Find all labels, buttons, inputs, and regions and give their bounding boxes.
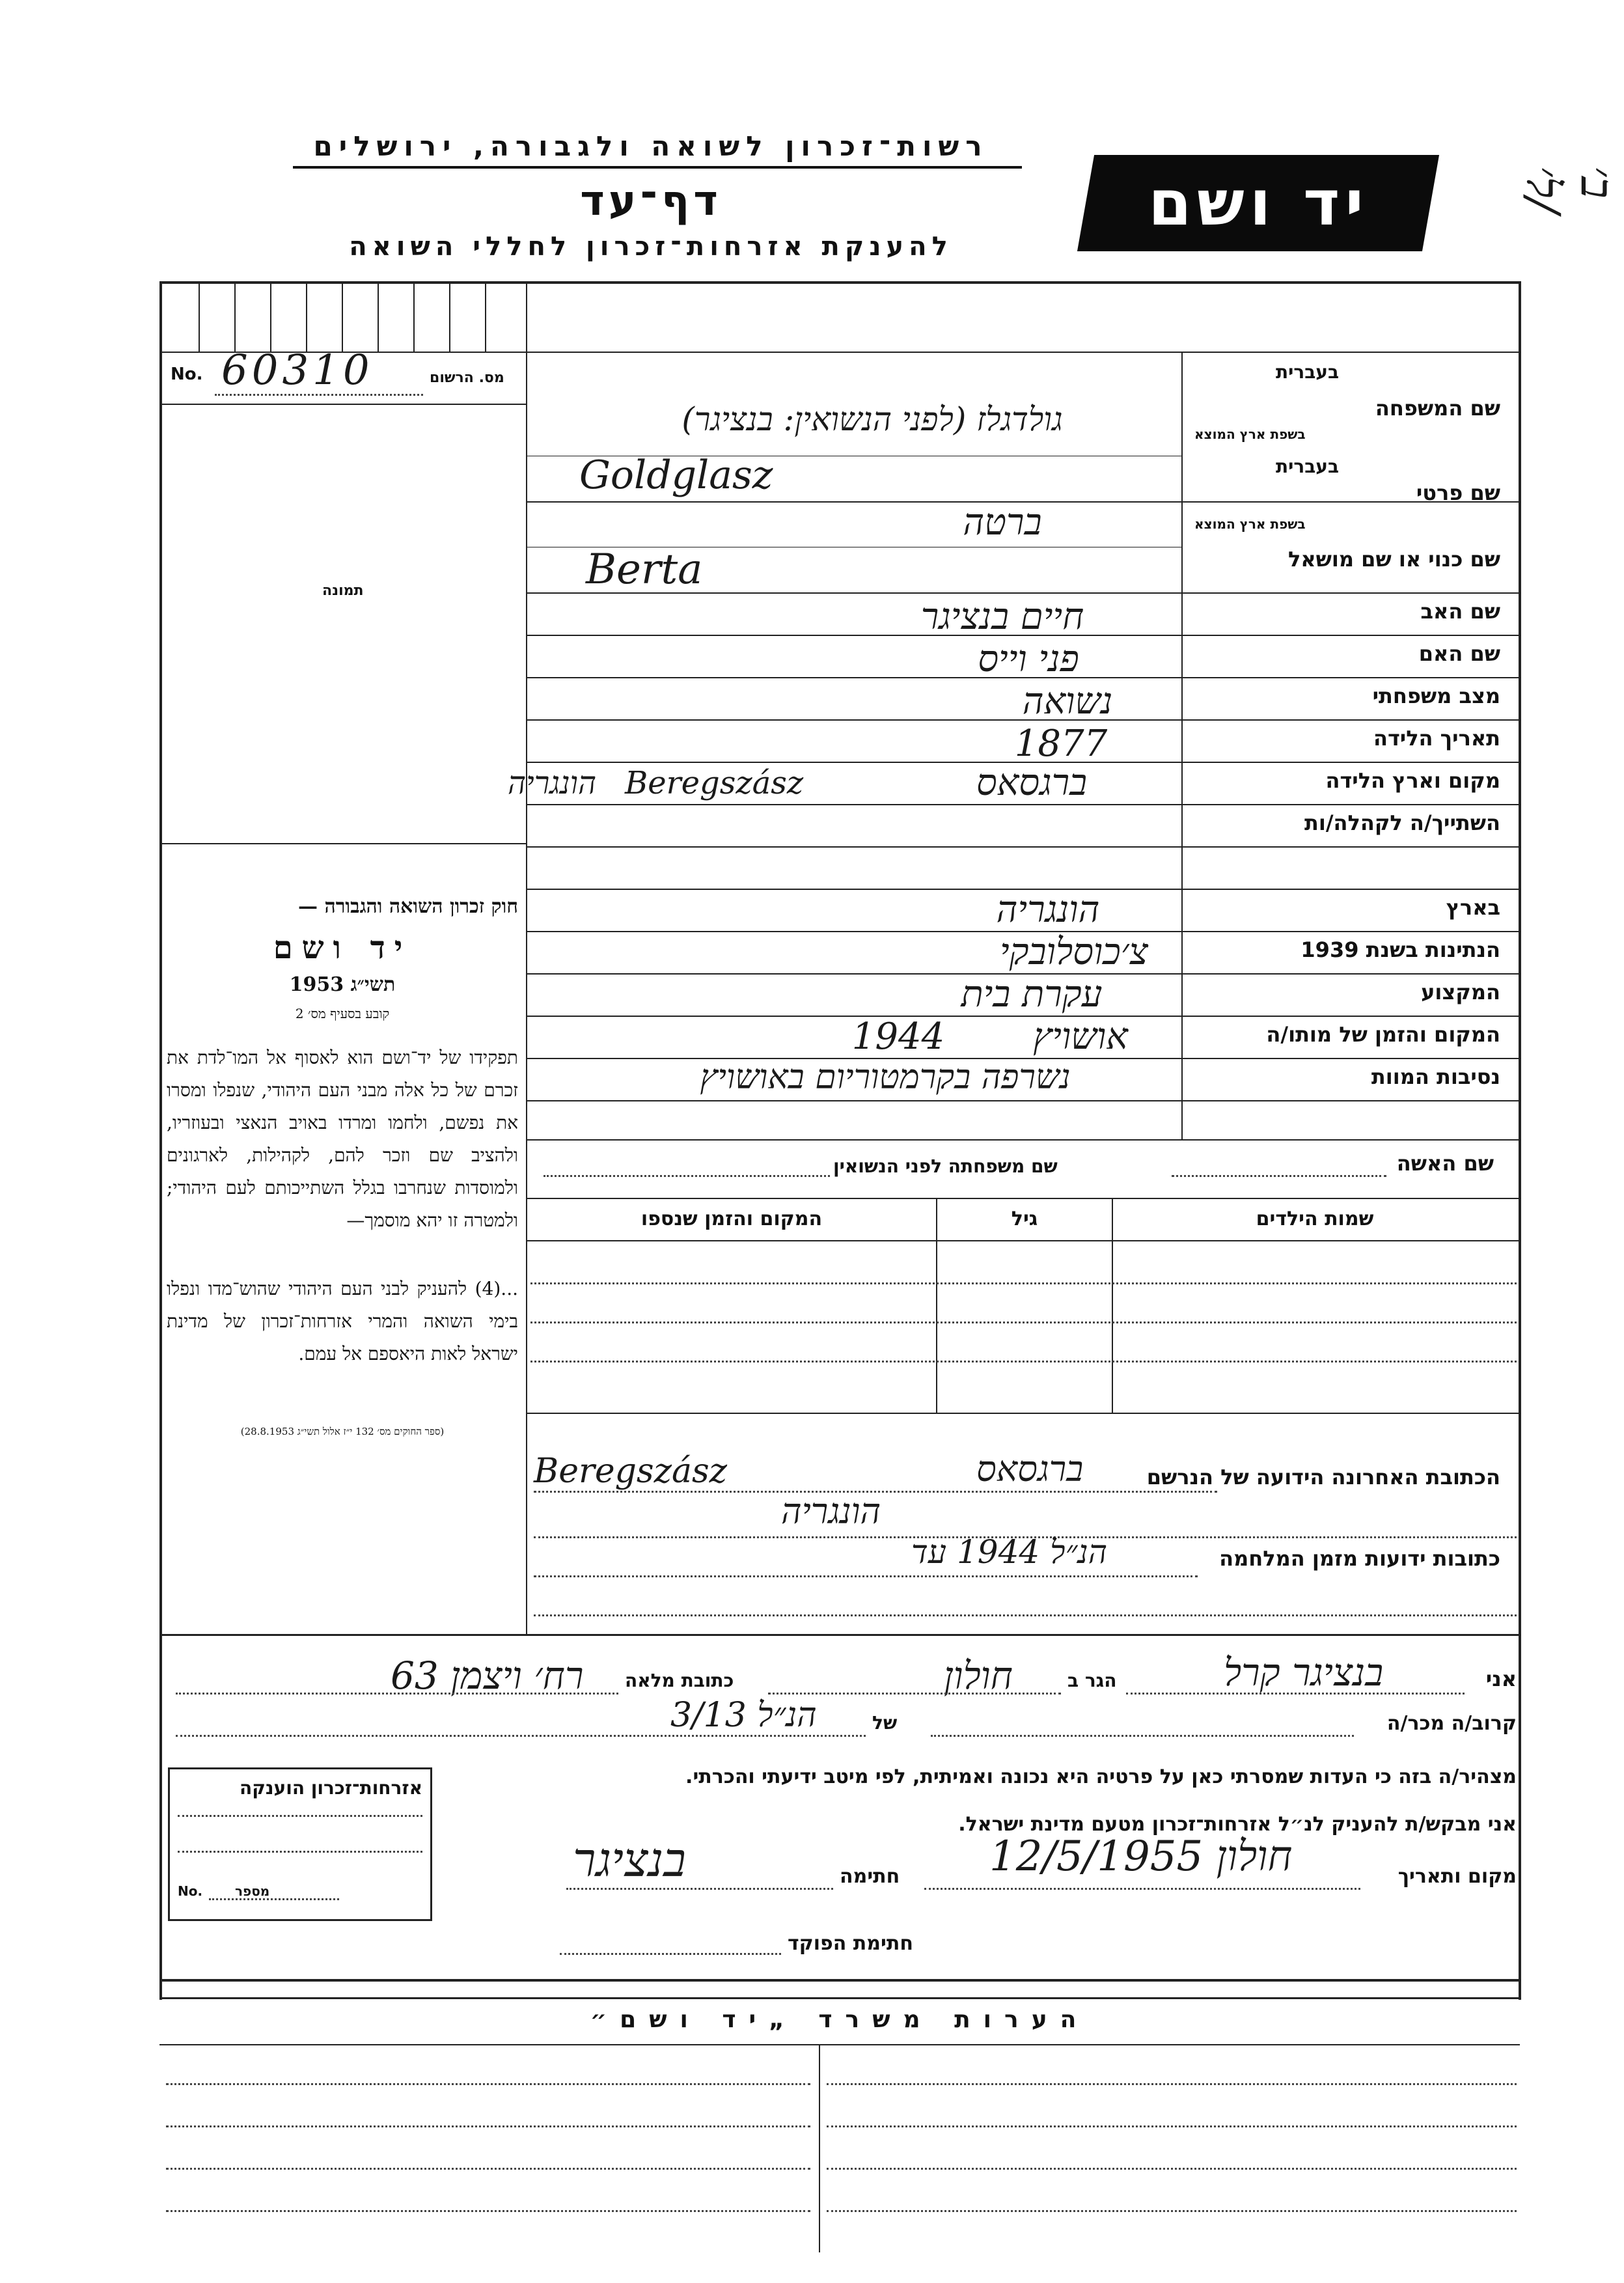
margin-handwritten-note: ב׳ /ל׳ — [1517, 166, 1624, 214]
spouse-label: שם האשה — [1396, 1151, 1494, 1176]
last-address-origin: Beregszász — [534, 1452, 728, 1491]
death-year-value: 1944 — [851, 1016, 945, 1058]
birth-place-country: הונגריה — [508, 765, 597, 801]
country-value: הונגריה — [996, 889, 1100, 931]
frame-right — [1519, 281, 1521, 2000]
law-name: יד ושם — [273, 930, 412, 966]
law-year: תשי״ג 1953 — [289, 973, 396, 996]
marital-label: מצב משפחתי — [1372, 684, 1500, 708]
photo-bottom-line — [159, 843, 527, 844]
declaration-text: מצהיר/ה בזה כי העדות שמסרתי כאן על פרטיה היא נכונה ואמיתית, לפי מיטב ידיעתי והכרתי. — [685, 1765, 1517, 1788]
family-name-label: שם המשפחה — [1375, 396, 1500, 421]
death-place-value: אושויץ — [1033, 1016, 1128, 1058]
office-notes-divider — [819, 2044, 820, 2252]
reg-number: 60310 — [221, 346, 374, 394]
marital-value: נשואה — [1022, 680, 1113, 723]
frame-top — [159, 281, 1520, 284]
children-header-names: שמות הילדים — [1256, 1208, 1374, 1230]
citizenship-number-label: מספר — [235, 1883, 270, 1899]
officer-label: חתימת הפוקד — [788, 1932, 913, 1955]
declarant-separator — [159, 1634, 1520, 1636]
left-column-divider — [526, 281, 527, 1634]
resides-label: הגר ב — [1067, 1670, 1117, 1691]
children-header-age: גיל — [1011, 1208, 1038, 1230]
notes-separator — [159, 1979, 1520, 1982]
first-name-hebrew: ברטה — [963, 501, 1042, 544]
children-header-place: המקום והזמן שנספו — [640, 1208, 823, 1230]
declarant-name: בנציגר קרל — [1224, 1650, 1384, 1695]
cause-label: נסיבות המוות — [1371, 1064, 1500, 1089]
birth-place-hebrew: ברגסאס — [976, 762, 1088, 804]
reg-label: מס. הרשום — [430, 370, 504, 386]
war-address-line — [534, 1575, 1198, 1577]
yad-vashem-logo: יד ושם — [1077, 155, 1439, 251]
spouse-line — [1172, 1175, 1386, 1177]
relation-line-2 — [176, 1735, 866, 1737]
relation-line — [931, 1735, 1354, 1737]
declarant-full-address: רח׳ ויצמן 63 — [391, 1653, 584, 1698]
signature-line — [566, 1888, 833, 1890]
law-paragraph: תפקידו של יד־ושם הוא לאסוף אל המו־לדת את זכרם של כל אלה מבני העם היהודי, שנפלו ומסרו את נפשם, ולחמו ומרדו באויב הנאצי ובעוזריו, ולהציב שם וזכר להם, לקהילות, לארגונים ולמוסדות שנחרבו בגלל השתייכותם לעם היהודי; ולמטרה זו יהא מוסמך— — [167, 1047, 518, 1231]
war-address-value: הנ״ל 1944 עד — [911, 1533, 1108, 1571]
death-label: המקום והזמן של מותו/ה — [1266, 1022, 1500, 1047]
declarant-name-line — [1126, 1693, 1465, 1695]
photo-label: תמונה — [322, 583, 364, 599]
spouse-bottom-line — [527, 1198, 1520, 1199]
reg-no-label: No. — [171, 365, 203, 384]
law-title: חוק זכרון השואה והגבורה — — [298, 895, 518, 918]
spouse-maiden-line — [544, 1175, 830, 1177]
country-label: בארץ — [1446, 895, 1500, 920]
war-address-label: כתובות ידועות מזמן המלחמה — [1219, 1546, 1500, 1571]
office-notes-label: הערות משרד „יד ושם״ — [590, 2006, 1090, 2033]
notes-separator-2 — [159, 1997, 1520, 1999]
birth-place-label: מקום וארץ הלידה — [1325, 768, 1500, 793]
birth-date-label: תאריך הלידה — [1373, 726, 1500, 751]
office-notes-top — [159, 2044, 1520, 2045]
mother-value: פני וייס — [978, 638, 1079, 680]
first-name-sub-origin: בשפת ארץ המוצא — [1194, 516, 1306, 532]
occupation-value: עקרת בית — [961, 973, 1103, 1016]
relation-value: הנ״ל 3/13 — [670, 1696, 817, 1735]
family-name-hebrew: גולדגלז (לפני הנשואין: בנציגר) — [681, 400, 1063, 438]
first-name-origin: Berta — [586, 546, 703, 594]
cause-value: נשרפה בקרמטוריום באושויץ — [700, 1058, 1071, 1097]
place-date-label: מקום ותאריך — [1397, 1865, 1517, 1888]
request-text: אני מבקש/ת להעניק לנ״ל אזרחות־זכרון מטעם מדינת ישראל. — [958, 1813, 1517, 1836]
relation-label: קרוב/ה מכר/ה — [1386, 1712, 1517, 1735]
reg-bottom-line — [159, 404, 527, 405]
first-name-sub-hebrew: בעברית — [1276, 456, 1340, 477]
authority-underline — [293, 166, 1022, 169]
frame-left — [159, 281, 162, 2000]
first-name-label: שם פרטי — [1416, 480, 1500, 505]
place-date-line — [924, 1888, 1360, 1890]
citizenship-box — [168, 1767, 432, 1921]
family-name-sub-hebrew: בעברית — [1276, 361, 1340, 383]
nationality-label: הנתינות בשנת 1939 — [1301, 937, 1500, 962]
birth-date-value: 1877 — [1014, 723, 1108, 765]
declarant-signature: בנציגר — [573, 1833, 686, 1887]
form-title: דף־עד — [580, 177, 722, 225]
authority-title: רשות־זכרון לשואה ולגבורה, ירושלים — [313, 130, 989, 162]
family-name-origin: Goldglasz — [579, 452, 773, 498]
full-address-line — [176, 1693, 618, 1695]
law-clause4: ...(4) להעניק לבני העם היהודי שהוש־מדו ונפלו בימי השואה והמרי אזרחות־זכרון של מדינת ישראל לאות היאספם אל עמם. — [167, 1278, 518, 1364]
last-address-label: הכתובת האחרונה הידועה של הנרשם — [1146, 1465, 1500, 1489]
spouse-maiden-label: שם משפחתה לפני הנשואין — [833, 1155, 1058, 1177]
declarant-i-label: אני — [1485, 1667, 1517, 1691]
war-address-line-2 — [534, 1614, 1517, 1616]
declarant-city: חולון — [944, 1653, 1013, 1698]
law-source: (ספר החוקים מס׳ 132 י״ז אלול תשי״ג 28.8.1953) — [240, 1426, 445, 1437]
citizenship-no-label: No. — [178, 1883, 203, 1899]
last-address-country: הונגריה — [781, 1491, 881, 1532]
full-address-label: כתובת מלאה — [625, 1670, 734, 1691]
officer-line — [560, 1953, 781, 1955]
father-label: שם האב — [1420, 599, 1500, 624]
of-label: של — [872, 1712, 898, 1734]
citizenship-box-title: אזרחות־זכרון הוענקה — [240, 1777, 422, 1799]
family-name-sub-origin: בשפת ארץ המוצא — [1194, 426, 1306, 442]
declarant-city-line — [768, 1693, 1061, 1695]
occupation-label: המקצוע — [1421, 980, 1500, 1004]
father-value: חיים בנציגר — [920, 596, 1084, 638]
form-subtitle: להענקת אזרחות־זכרון לחללי השואה — [349, 232, 953, 262]
place-date-value: חולון 12/5/1955 — [989, 1833, 1293, 1881]
last-address-hebrew: ברגסאס — [976, 1448, 1084, 1489]
reg-number-line — [215, 394, 423, 396]
mother-label: שם האם — [1418, 641, 1500, 666]
nickname-label: שם כנוי או שם מושאל — [1287, 547, 1500, 572]
community-label: השתייך/ה לקהלה/ות — [1304, 810, 1500, 835]
signature-label: חתימה — [840, 1865, 900, 1888]
nationality-value: צ׳כוסלובקי — [1000, 931, 1148, 973]
birth-place-origin: Beregszász — [625, 765, 804, 801]
law-clause: קובע בסעיף מס׳ 2 — [295, 1006, 390, 1021]
label-column-divider — [1181, 352, 1183, 1139]
